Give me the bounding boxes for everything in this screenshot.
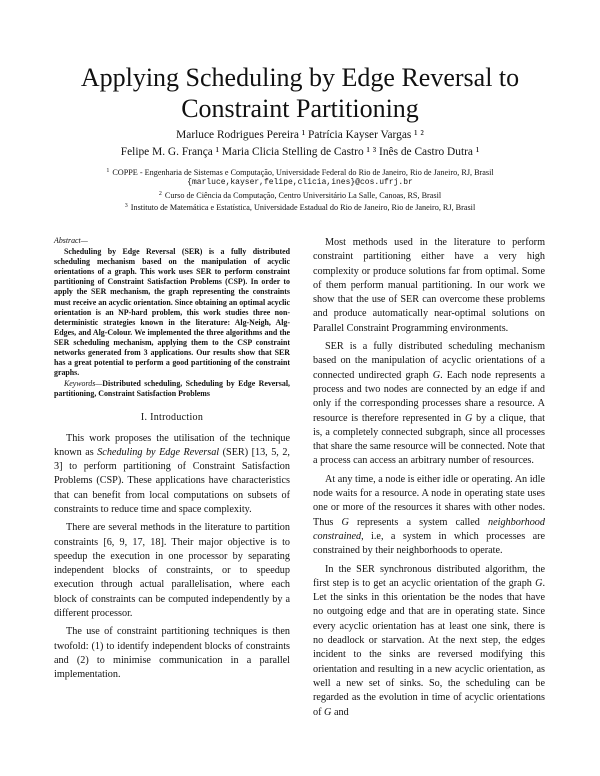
right-column [313, 236, 545, 724]
section-heading-introduction: I. Introduction [140, 411, 204, 423]
title-line-2: Constraint Partitioning [181, 94, 419, 123]
keywords-label: Keywords— [64, 379, 103, 389]
intro-paragraph-1: This work proposes the utilisation of the technique known as Scheduling by Edge Reversal (SER) [13, 5, 2, 3] to perform partitioning of Constraint Satisfaction Problems (CSP). These applications have characteristics that can benefit from local computations on subsets of constraints to reduce time and space complexity. [54, 432, 290, 515]
keywords-text: Distributed scheduling, Scheduling by Edge Reversal, partitioning, Constraint Satisfaction Problems [54, 379, 290, 399]
abstract-text: Scheduling by Edge Reversal (SER) is a fully distributed scheduling mechanism based on the manipulation of acyclic orientations of a graph. This work uses SER to perform constraint partitioning of Constraint Satisfaction Problems (CSP). In order to apply the SER mechanism, the graph representing the constraints must receive an acyclic orientation. Since obtaining an optimal acyclic orientation is an NP-hard problem, this work studies three non-deterministic strategies known in the literature: Alg-Neigh, Alg-Edges, and Alg-Colour. We implemented the three algorithms and the SER scheduling mechanism, applying them to the CSP constraint networks generated from 3 applications. Our results show that SER has a great potential to perform a good partitioning of the constraint graphs. [54, 247, 290, 378]
author-emails: {marluce,kayser,felipe,clicia,ines}@cos.ufrj.br [187, 178, 413, 188]
affiliation-2: $^2$ Curso de Ciência da Computação, Centro Universitário La Salle, Canoas, RS, Brasil [158, 190, 442, 200]
abstract-label: Abstract— [54, 236, 88, 245]
affiliation-3: $^3$ Instituto de Matemática e Estatística, Universidade Estadual do Rio de Janeiro, Rio de Janeiro, RJ, Brasil [124, 203, 476, 213]
paper-title [40, 62, 560, 124]
keywords [54, 379, 290, 399]
title-line-1: Applying Scheduling by Edge Reversal to [80, 63, 520, 92]
authors-line-2: Felipe M. G. França ¹ Maria Clicia Stelling de Castro ¹ ³ Inês de Castro Dutra ¹ [120, 146, 480, 158]
body-paragraph-3: At any time, a node is either idle or operating. An idle node waits for a resource. A node in operating state uses one or more of the resources it shares with other nodes. Thus G represents a system called neighborhood constrained, i.e, a system in which processes are constrained by their neighborhoods to operate. [313, 473, 545, 557]
left-column [54, 236, 290, 687]
body-paragraph-1: Most methods used in the literature to perform constraint partitioning either have a very high complexity or produce solutions far from optimal. Some of them perform manual partitioning. In our work we show that the use of SER can overcome these problems and produce automatically near-optimal solutions on Parallel Constraint Programming environments. [313, 237, 545, 334]
body-paragraph-2: SER is a fully distributed scheduling mechanism based on the manipulation of acyclic orientations of a connected undirected graph G. Each node represents a process and two nodes are connected by an edge if and only if the corresponding processes share a resource. A resource is therefore represented in G by a clique, that is, a completely connected subgraph, since all processes that share the same resource will be connected. Note that a process can access an arbitrary number of resources. [313, 341, 545, 467]
author-list [40, 127, 560, 161]
affiliation-1: $^1$ COPPE - Engenharia de Sistemas e Computação, Universidade Federal do Rio de Janeiro, Rio de Janeiro, RJ, Brasil [106, 168, 494, 177]
intro-paragraph-2: There are several methods in the literature to partition constraints [6, 9, 17, 18]. Their major objective is to speedup the execution in one processor by separating independent blocks of constraints, or to speedup execution through actual parallelisation, where each block of constraints can be computed independently by a different processor. [54, 522, 290, 620]
authors-line-1: Marluce Rodrigues Pereira ¹ Patrícia Kayser Vargas ¹ ² [176, 129, 424, 141]
intro-paragraph-3: The use of constraint partitioning techniques is then twofold: (1) to identify independent blocks of constraints and (2) to minimise communication in a parallel implementation. [54, 626, 290, 681]
body-paragraph-4: In the SER synchronous distributed algorithm, the first step is to get an acyclic orientation of the graph G. Let the sinks in this orientation be the nodes that have no outgoing edge and that are in operating state. Since every acyclic orientation has at least one sink, there is no deadlock or starvation. At the next step, the edges incident to the sinks are reversed modifying this orientation and resulting in a new acyclic orientation, as well a new set of sinks. So, the scheduling can be regarded as the evolution in time of acyclic orientations of G and [313, 563, 545, 718]
abstract [54, 236, 290, 378]
affiliations [60, 166, 540, 214]
